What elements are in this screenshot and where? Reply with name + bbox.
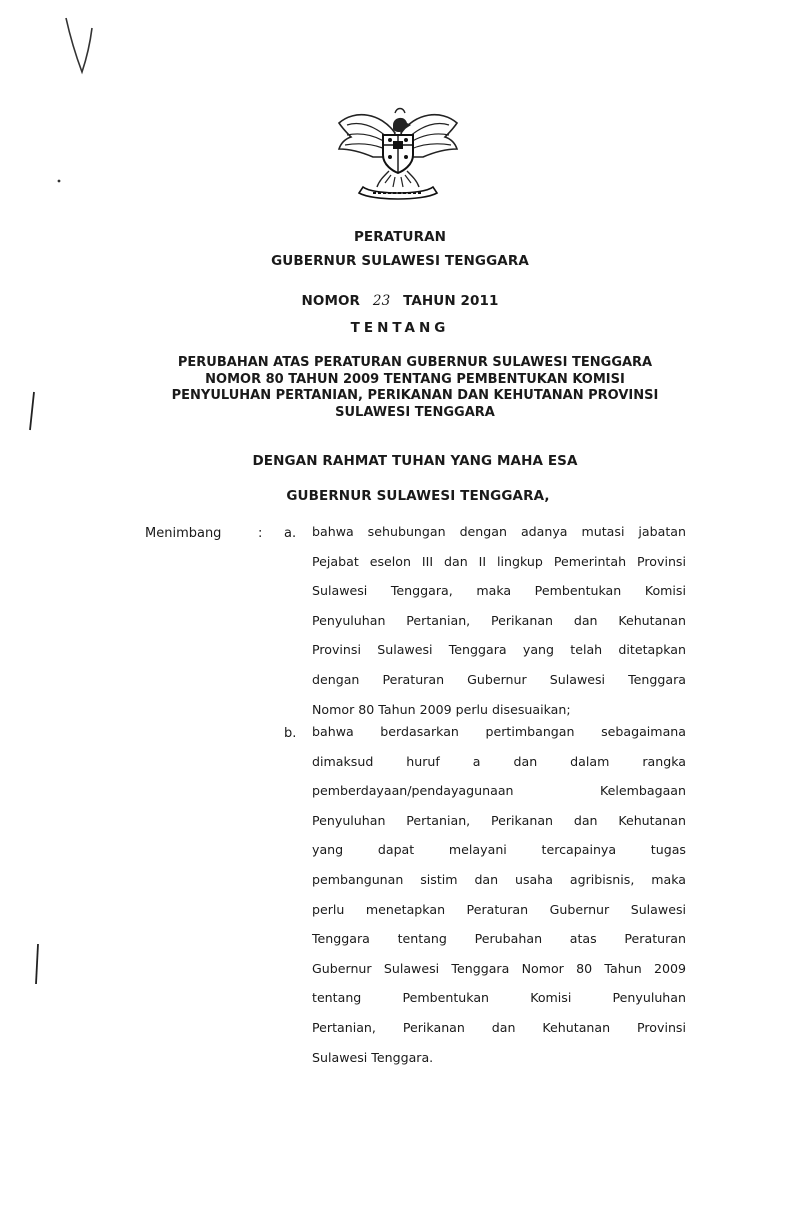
item-b-line: bahwa berdasarkan pertimbangan sebagaimana xyxy=(312,724,686,739)
item-a-line: Penyuluhan Pertanian, Perikanan dan Kehutanan xyxy=(312,612,686,628)
nomor-suffix: TAHUN 2011 xyxy=(403,293,499,309)
item-a-line: Provinsi Sulawesi Tenggara yang telah ditetapkan xyxy=(312,642,686,658)
tentang-heading: TENTANG xyxy=(350,320,450,336)
regulation-type-heading: PERATURAN xyxy=(353,229,447,245)
title-line: PENYULUHAN PERTANIAN, PERIKANAN DAN KEHUTANAN PROVINSI xyxy=(171,388,659,403)
title-line: NOMOR 80 TAHUN 2009 TENTANG PEMBENTUKAN KOMISI xyxy=(205,371,625,387)
regulation-title xyxy=(0,355,800,421)
item-b-line: pembangunan sistim dan usaha agribisnis, maka xyxy=(312,871,686,887)
item-b-line: Gubernur Sulawesi Tenggara Nomor 80 Tahun 2009 xyxy=(312,960,686,976)
handwritten-v-mark xyxy=(60,14,110,78)
considering-colon: : xyxy=(258,526,263,541)
item-b-line: Sulawesi Tenggara. xyxy=(312,1049,434,1065)
item-b-line: Pertanian, Perikanan dan Kehutanan Provinsi xyxy=(312,1019,686,1035)
authority-heading: GUBERNUR SULAWESI TENGGARA, xyxy=(286,488,550,504)
item-b-line: tentang Pembentukan Komisi Penyuluhan xyxy=(312,990,686,1006)
item-b-line: Tenggara tentang Perubahan atas Peraturan xyxy=(312,931,686,947)
item-b-text xyxy=(312,717,686,1072)
item-b-letter: b. xyxy=(284,726,297,741)
item-a-line: bahwa sehubungan dengan adanya mutasi jabatan xyxy=(312,524,686,539)
invocation-heading: DENGAN RAHMAT TUHAN YANG MAHA ESA xyxy=(252,453,578,469)
nomor-prefix: NOMOR xyxy=(301,293,361,309)
item-a-line: dengan Peraturan Gubernur Sulawesi Tenggara xyxy=(312,671,686,687)
title-line: PERUBAHAN ATAS PERATURAN GUBERNUR SULAWESI TENGGARA xyxy=(177,355,653,370)
item-b-line: Penyuluhan Pertanian, Perikanan dan Kehutanan xyxy=(312,812,686,828)
scan-dot xyxy=(56,178,62,184)
item-a-line: Nomor 80 Tahun 2009 perlu disesuaikan; xyxy=(312,701,571,717)
item-a-line: Sulawesi Tenggara, maka Pembentukan Komisi xyxy=(312,583,686,599)
item-b-line: yang dapat melayani tercapainya tugas xyxy=(312,842,686,858)
garuda-emblem-icon xyxy=(333,103,463,201)
title-line: SULAWESI TENGGARA xyxy=(335,404,495,420)
item-a-text xyxy=(312,517,686,724)
item-b-line: perlu menetapkan Peraturan Gubernur Sulawesi xyxy=(312,901,686,917)
nomor-value-handwritten: 23 xyxy=(372,293,391,309)
item-b-line: pemberdayaan/pendayagunaan Kelembagaan xyxy=(312,783,686,799)
item-a-letter: a. xyxy=(284,526,297,541)
item-b-line: dimaksud huruf a dan dalam rangka xyxy=(312,753,686,769)
issuer-heading: GUBERNUR SULAWESI TENGGARA xyxy=(271,253,529,269)
considering-label: Menimbang xyxy=(145,526,222,541)
margin-stroke-mark-2 xyxy=(28,942,44,988)
item-a-line: Pejabat eselon III dan II lingkup Pemerintah Provinsi xyxy=(312,553,686,569)
regulation-number xyxy=(0,293,800,309)
